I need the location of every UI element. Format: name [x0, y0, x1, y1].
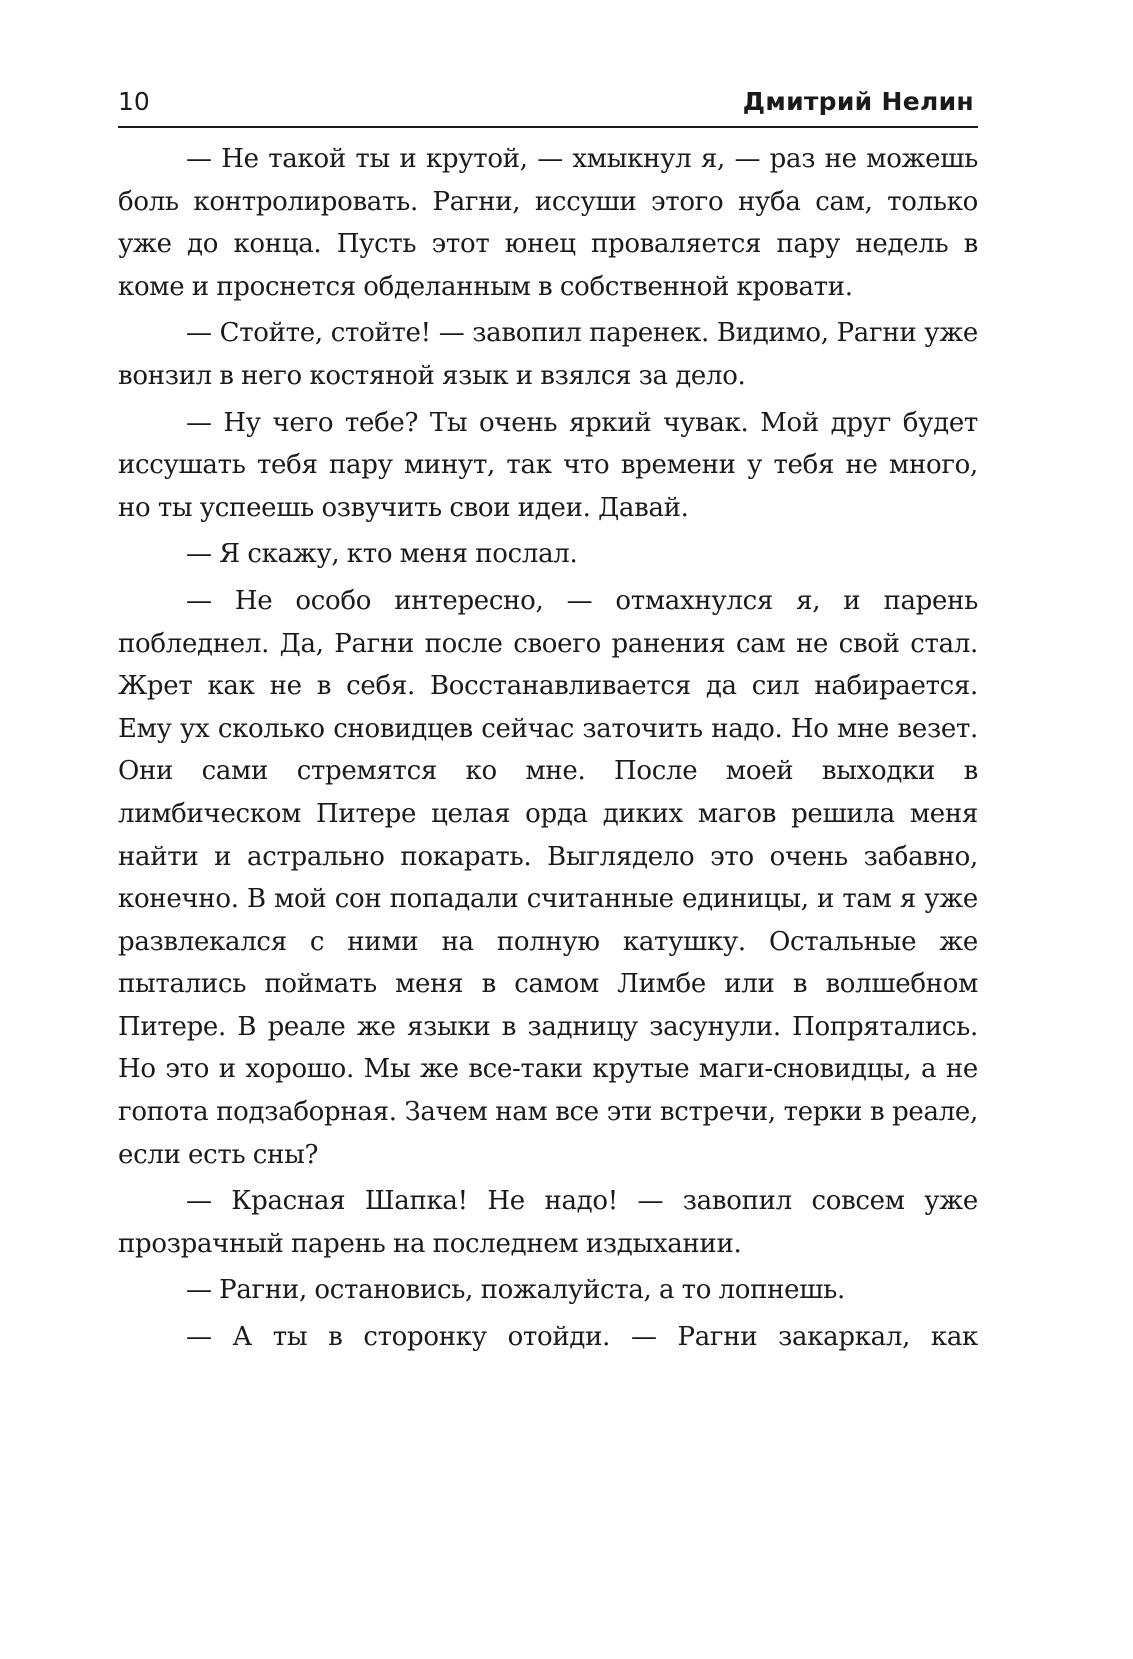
- paragraph: — Не особо интересно, — отмахнулся я, и парень побледнел. Да, Рагни после своего ранения сам не свой стал. Жрет как не в себя. Восстанавливается да сил набирается. Ему ух сколько сновидцев сейчас заточить надо. Но мне везет. Они сами стремятся ко мне. После моей выходки в лимбическом Питере целая орда диких магов решила меня найти и астрально покарать. Выглядело это очень забавно, конечно. В мой сон попадали считанные единицы, и там я уже развлекался с ними на полную катушку. Остальные же пытались поймать меня в самом Лимбе или в волшебном Питере. В реале же языки в задницу засунули. Попрятались. Но это и хорошо. Мы же все-таки крутые маги-сновидцы, а не гопота подзаборная. Зачем нам все эти встречи, терки в реале, если есть сны?: [118, 585, 978, 1170]
- paragraph: — Красная Шапка! Не надо! — завопил совсем уже прозрачный парень на последнем издыхании.: [118, 1186, 978, 1259]
- body-text: [118, 138, 978, 1363]
- running-header: [118, 82, 978, 128]
- paragraph: — А ты в сторонку отойди. — Рагни закаркал, как: [186, 1322, 978, 1353]
- book-author: Дмитрий Нелин: [742, 87, 974, 116]
- paragraph: — Я скажу, кто меня послал.: [186, 539, 578, 570]
- paragraph: — Не такой ты и крутой, — хмыкнул я, — раз не можешь боль контролировать. Рагни, иссуши этого нуба сам, только уже до конца. Пусть этот юнец проваляется пару недель в коме и проснется обделанным в собственной кровати.: [118, 144, 978, 302]
- paragraph: — Стойте, стойте! — завопил паренек. Видимо, Рагни уже вонзил в него костяной язык и взялся за дело.: [118, 318, 978, 391]
- paragraph: — Рагни, остановись, пожалуйста, а то лопнешь.: [186, 1275, 845, 1306]
- paragraph: — Ну чего тебе? Ты очень яркий чувак. Мой друг будет иссушать тебя пару минут, так что времени у тебя не много, но ты успеешь озвучить свои идеи. Давай.: [118, 407, 978, 523]
- page-number: 10: [118, 87, 150, 116]
